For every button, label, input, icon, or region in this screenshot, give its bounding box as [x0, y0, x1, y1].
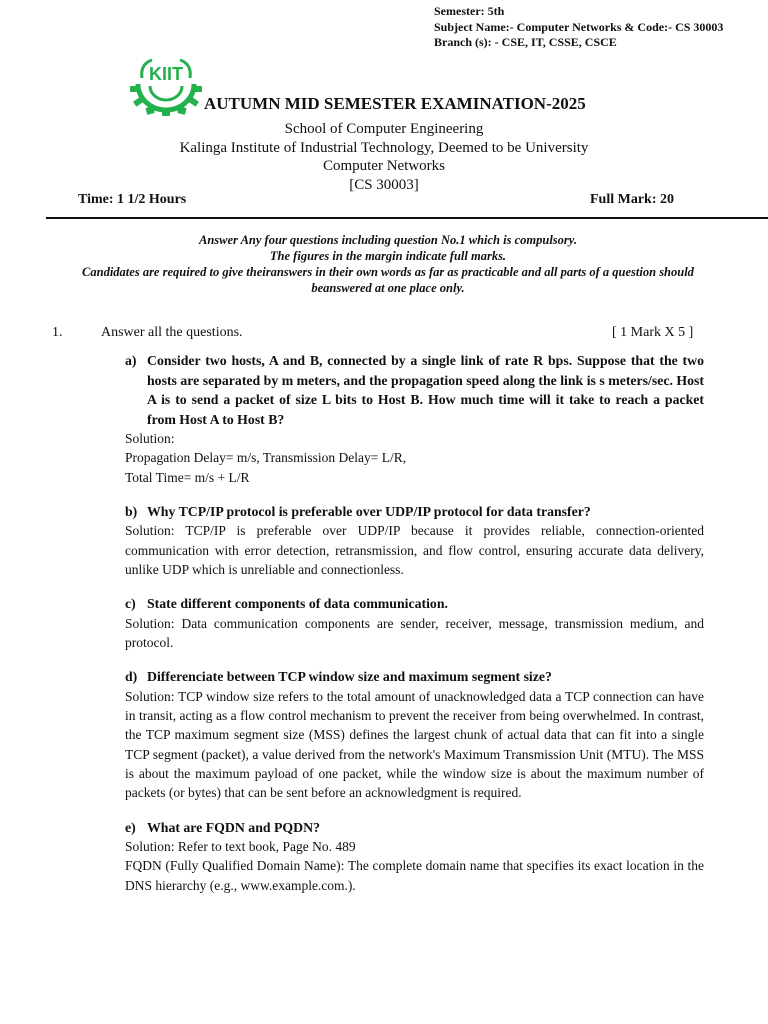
subquestion-a: [125, 351, 704, 487]
solution: [125, 521, 704, 579]
exam-time: Time: 1 1/2 Hours: [78, 192, 187, 207]
subquestion-b: [125, 502, 704, 579]
solution-line: Total Time= m/s + L/R: [125, 469, 250, 485]
instruction-line: The figures in the margin indicate full marks.: [269, 249, 507, 263]
semester-line: Semester: 5th: [434, 4, 505, 18]
kiit-gear-logo: [128, 56, 204, 116]
subquestion-text: Consider two hosts, A and B, connected by a single link of rate R bps. Suppose that the two hosts are separated by m meters, and the propagation speed along the link is s meters/sec. Host A is to send a packet of size L bits to Host B. How much time will it take to reach a packet from Host A to Host B?: [147, 353, 704, 427]
instructions: [60, 232, 716, 296]
instruction-line: Candidates are required to give theiranswers in their own words as far as practicable and all parts of a question should beanswered at one place only.: [82, 265, 694, 295]
subquestion-text: State different components of data communication.: [147, 596, 448, 612]
solution: [125, 687, 704, 803]
subquestion-label: d): [125, 669, 138, 685]
solution: [125, 614, 704, 653]
solution: [125, 837, 704, 895]
subquestion-d: [125, 667, 704, 802]
subquestion-label: a): [125, 353, 137, 368]
question-text: Answer all the questions.: [101, 325, 243, 340]
subquestion-text: What are FQDN and PQDN?: [147, 819, 320, 835]
solution-line: Solution: TCP/IP is preferable over UDP/IP because it provides reliable, connection-oriented communication with error detection, retransmission, and flow control, ensuring accurate data delivery, unlike UDP which is unreliable and connectionless.: [125, 523, 704, 577]
subquestion-text: Why TCP/IP protocol is preferable over UDP/IP protocol for data transfer?: [147, 503, 591, 519]
subquestion-list: [125, 351, 704, 910]
subquestion-e: [125, 818, 704, 895]
full-mark: Full Mark: 20: [590, 192, 674, 207]
course-name: Computer Networks: [322, 158, 446, 174]
course-code: [CS 30003]: [349, 176, 419, 193]
subject-line: Subject Name:- Computer Networks & Code:- CS 30003: [434, 19, 724, 34]
question-marks: [ 1 Mark X 5 ]: [612, 325, 694, 340]
solution-line: Propagation Delay= m/s, Transmission Delay= L/R,: [125, 450, 407, 466]
subquestion-label: c): [125, 596, 136, 612]
branch-line: Branch (s): - CSE, IT, CSSE, CSCE: [434, 35, 617, 49]
subquestion-label: b): [125, 503, 138, 519]
exam-meta: [434, 4, 723, 51]
solution-line: Solution: TCP window size refers to the total amount of unacknowledged data a TCP connection can have in transit, acting as a flow control mechanism to prevent the receiver from being overwhelmed. In contrast, the TCP maximum segment size (MSS) defines the largest chunk of actual data that can fit into a single TCP segment (packet), a value derived from the network's Maximum Transmission Unit (MTU). The MSS is about the maximum payload of one packet, while the window size is about the maximum number of packets (or bytes) that can be sent before an acknowledgment is required.: [125, 688, 704, 801]
subquestion-text: Differenciate between TCP window size and maximum segment size?: [147, 669, 552, 685]
school-name: School of Computer Engineering: [284, 121, 484, 137]
header-divider: [46, 217, 768, 219]
exam-title: AUTUMN MID SEMESTER EXAMINATION-2025: [204, 94, 586, 113]
university-name: Kalinga Institute of Industrial Technology, Deemed to be University: [179, 139, 589, 156]
solution-line: Solution: Data communication components are sender, receiver, message, transmission medium, and protocol.: [125, 615, 704, 651]
logo-text: KIIT: [149, 64, 183, 84]
solution: [125, 429, 704, 487]
solution-line: Solution: Refer to text book, Page No. 489: [125, 839, 356, 855]
institution-block: [0, 120, 768, 194]
question-number: 1.: [52, 325, 63, 340]
solution-line: Solution:: [125, 431, 175, 446]
subquestion-c: [125, 594, 704, 652]
solution-line: FQDN (Fully Qualified Domain Name): The complete domain name that specifies its exact location in the DNS hierarchy (e.g., www.example.com.).: [125, 858, 704, 893]
subquestion-label: e): [125, 819, 136, 835]
instruction-line: Answer Any four questions including question No.1 which is compulsory.: [199, 233, 577, 247]
